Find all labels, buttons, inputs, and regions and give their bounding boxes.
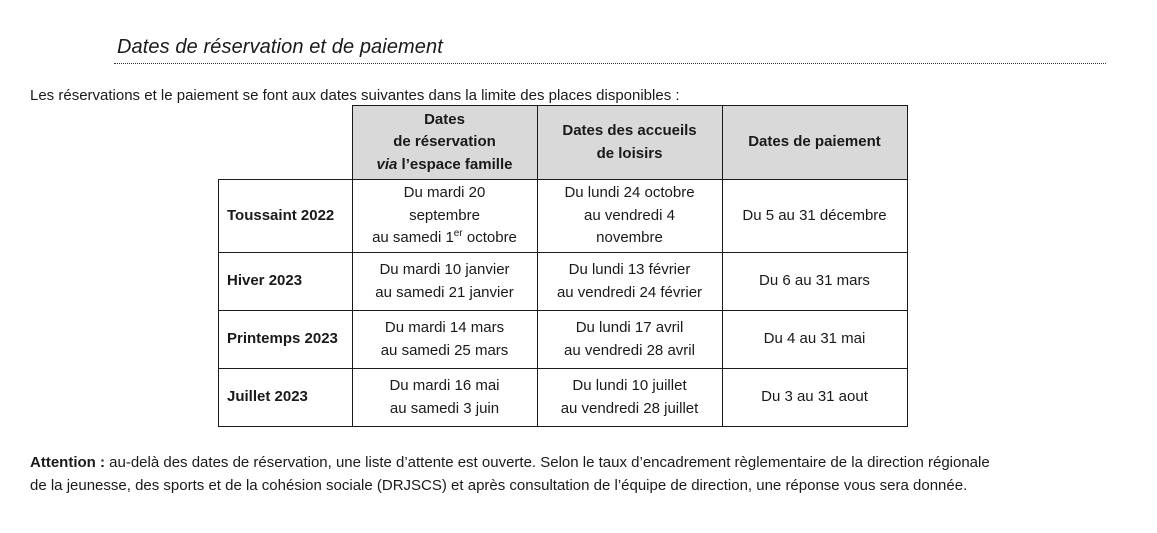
period-cell: Juillet 2023 [219,369,353,427]
period-cell: Printemps 2023 [219,311,353,369]
activity-line2: au vendredi 4 [584,206,675,224]
activity-dates-cell [537,253,722,311]
activity-dates-cell [537,311,722,369]
payment-dates-cell: Du 6 au 31 mars [722,253,907,311]
table-row [219,180,908,253]
booking-dates-cell [352,253,537,311]
table-row [219,369,908,427]
table-row [219,253,908,311]
table-row [219,311,908,369]
activity-line1: Du lundi 24 octobre [564,184,695,202]
booking-line2: au samedi 25 mars [380,341,509,359]
activity-line3: novembre [596,229,663,247]
header-activity-dates [537,106,722,180]
header-booking-line1: Dates [424,110,465,128]
booking-line1: Du mardi 20 [403,184,486,202]
intro-text: Les réservations et le paiement se font aux dates suivantes dans la limite des places disponibles : [30,87,680,104]
section-heading: Dates de réservation et de paiement [117,36,443,58]
payment-dates-cell: Du 3 au 31 aout [722,369,907,427]
ordinal-superscript: er [453,228,463,240]
booking-line2: septembre [409,206,480,224]
booking-line1: Du mardi 16 mai [389,377,500,394]
activity-dates-cell [537,180,722,253]
activity-line1: Du lundi 10 juillet [572,377,687,394]
booking-dates-cell [352,369,537,427]
booking-line1: Du mardi 10 janvier [379,261,510,278]
header-booking-dates [352,106,537,180]
booking-line3-end: octobre [462,229,517,247]
period-cell: Toussaint 2022 [219,180,353,253]
activity-dates-cell [537,369,722,427]
activity-line2: au vendredi 24 février [556,283,703,301]
booking-line2: au samedi 3 juin [389,399,500,417]
booking-dates-cell [352,311,537,369]
booking-line1: Du mardi 14 mars [384,319,505,336]
header-activity-line1: Dates des accueils [562,122,697,139]
heading-underline [114,63,1106,64]
header-booking-line3: l’espace famille [397,155,513,173]
header-payment-dates: Dates de paiement [722,106,907,180]
booking-line3: au samedi 1 [372,229,454,247]
attention-label: Attention : [30,454,105,471]
header-booking-via: via [376,155,398,173]
attention-note [30,451,1120,497]
attention-text-line1: au-delà des dates de réservation, une liste d’attente est ouverte. Selon le taux d’encadrement règlementaire de la direction régionale [104,454,990,471]
header-booking-line2: de réservation [393,133,496,151]
attention-text-line2: de la jeunesse, des sports et de la cohésion sociale (DRJSCS) et après consultation de l’équipe de direction, une réponse vous sera donnée. [30,477,968,494]
payment-dates-cell: Du 4 au 31 mai [722,311,907,369]
activity-line2: au vendredi 28 avril [564,341,695,359]
activity-line2: au vendredi 28 juillet [560,399,699,417]
header-activity-line2: de loisirs [596,144,663,162]
activity-line1: Du lundi 13 février [568,261,691,278]
payment-dates-cell: Du 5 au 31 décembre [722,180,907,253]
activity-line1: Du lundi 17 avril [575,319,684,336]
period-cell: Hiver 2023 [219,253,353,311]
empty-corner-cell [219,106,353,180]
booking-line2: au samedi 21 janvier [375,283,514,301]
schedule-table [218,105,908,427]
booking-dates-cell [352,180,537,253]
table-header-row [219,106,908,180]
